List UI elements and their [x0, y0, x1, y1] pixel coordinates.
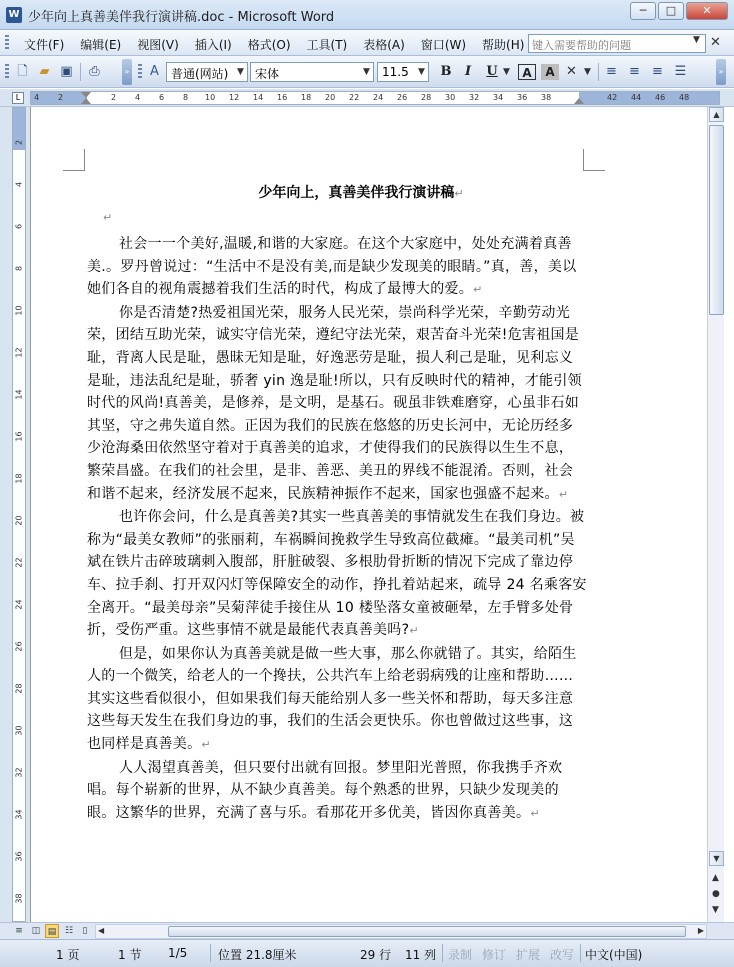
paragraph[interactable] [87, 757, 587, 826]
ruler-number: 32 [469, 93, 480, 102]
view-and-hscroll-bar [0, 922, 734, 939]
vruler-number: 18 [14, 473, 24, 484]
word-app-icon[interactable]: W [6, 7, 22, 23]
font-select[interactable]: 宋体 [250, 62, 374, 82]
menu-file[interactable]: 文件(F) [24, 38, 65, 52]
status-bar [0, 939, 734, 967]
document-page[interactable] [30, 107, 707, 922]
ruler-number: 38 [541, 93, 552, 102]
underline-dropdown-icon[interactable]: ▼ [503, 67, 510, 77]
print-layout-view-icon[interactable]: ▤ [45, 924, 59, 938]
scroll-left-button[interactable]: ◀ [98, 926, 105, 935]
paragraph-mark-icon: ↵ [454, 187, 464, 200]
italic-button[interactable]: I [464, 64, 472, 79]
align-right-icon[interactable]: ≡ [652, 64, 663, 79]
window-controls [630, 2, 728, 20]
toolbar-separator [598, 63, 599, 81]
language-indicator[interactable]: 中文(中国) [585, 948, 643, 962]
scroll-down-button[interactable]: ▼ [709, 851, 724, 866]
ruler-number: 28 [421, 93, 432, 102]
vruler-number: 22 [14, 557, 24, 568]
paragraph-text: 你是否清楚?热爱祖国光荣，服务人民光荣，崇尚科学光荣，辛勤劳动光荣，团结互助光荣，诚实守信光荣，遵纪守法光荣，艰苦奋斗光荣!危害祖国是耻，背离人民是耻，愚昧无知是耻，好逸恶劳是耻，损人利己是耻，见利忘义是耻，违法乱纪是耻，骄奢 yin 逸是耻!所以，只有反映时代的精神，才能引领时代的风尚!真善美，是修养，是文明，是基石。砚虽非铁难磨穿，心虽非石如其坚，守之弗失道自然。正因为我们的民族在悠悠的历史长河中，无论历经多少沧海桑田依然坚守着对于真善美的追求，才使得我们的民族得以生生不息，繁荣昌盛。在我们的社会里，是非、善恶、美丑的界线不能混淆。否则，社会和谐不起来，经济发展不起来，民族精神振作不起来，国家也强盛不起来。 [87, 304, 582, 502]
status-section: 1 节 [118, 948, 142, 962]
menu-view[interactable]: 视图(V) [137, 38, 179, 52]
window-title: 少年向上真善美伴我行演讲稿.doc - Microsoft Word [28, 10, 335, 25]
status-position: 位置 21.8厘米 [218, 948, 297, 962]
save-icon[interactable]: ▣ [60, 64, 73, 79]
ruler-number: 8 [183, 93, 189, 102]
paragraph[interactable] [87, 302, 587, 506]
scroll-up-button[interactable]: ▲ [709, 107, 724, 122]
ruler-number: 24 [373, 93, 384, 102]
ruler-number: 46 [655, 93, 666, 102]
vruler-number: 16 [14, 431, 24, 442]
paragraph-mark-icon: ↵ [530, 806, 540, 820]
toolbar-grip-icon[interactable] [5, 64, 9, 80]
ruler-number: 2 [58, 93, 64, 102]
print-icon[interactable]: ⎙ [89, 64, 100, 79]
paragraph[interactable] [87, 506, 587, 643]
ruler-number: 4 [135, 93, 141, 102]
reading-layout-view-icon[interactable]: ▯ [82, 926, 88, 936]
next-page-icon[interactable]: ▼ [712, 905, 719, 915]
track-changes-indicator[interactable]: 修订 [482, 948, 507, 962]
vruler-number: 20 [14, 515, 24, 526]
vruler-number: 12 [14, 347, 24, 358]
ruler-number: 20 [325, 93, 336, 102]
web-layout-view-icon[interactable]: ◫ [31, 926, 41, 936]
menu-edit[interactable]: 编辑(E) [80, 38, 122, 52]
vruler-number: 34 [14, 809, 24, 820]
record-macro-indicator[interactable]: 录制 [448, 948, 473, 962]
ruler-number: 10 [205, 93, 216, 102]
normal-view-icon[interactable]: ≡ [15, 926, 23, 936]
crop-mark-top-right [583, 149, 605, 171]
right-indent-marker[interactable] [574, 98, 584, 104]
vruler-number: 26 [14, 641, 24, 652]
paragraph-text: 但是，如果你认为真善美就是做一些大事，那么你就错了。其实，给陌生人的一个微笑，给老人的一个搀扶，公共汽车上给老弱病残的让座和帮助……其实这些看似很小，但如果我们每天能给别人多一些关怀和帮助，每天多注意这些每天发生在我们身边的事，我们的生活会更快乐。你也曾做过这些事，这也同样是真善美。 [87, 645, 577, 753]
paragraph-text: 也许你会问，什么是真善美?其实一些真善美的事情就发生在我们身边。被称为“最美女教师”的张丽莉，车祸瞬间挽救学生导致高位截瘫。“最美司机”吴斌在铁片击碎玻璃刺入腹部，肝脏破裂、多根肋骨折断的情况下完成了靠边停车、拉手刹、打开双闪灯等保障安全的动作，挣扎着站起来，疏导 24 名乘客安全离开。“最美母亲”吴菊萍徒手接住从 10 楼坠落女童被砸晕，左手臂多处骨折，受伤严重。这些事情不就是最能代表真善美吗? [87, 509, 587, 639]
char-scaling-dropdown-icon[interactable]: ▼ [584, 67, 591, 77]
horizontal-scroll-thumb[interactable] [168, 926, 686, 937]
status-line: 29 行 [360, 948, 392, 962]
status-page-of: 1/5 [168, 946, 188, 960]
paragraph[interactable] [87, 233, 587, 302]
title-bar [0, 0, 734, 30]
vruler-number: 30 [14, 725, 24, 736]
font-size-dropdown-icon[interactable]: ▼ [418, 67, 425, 77]
overtype-indicator[interactable]: 改写 [550, 948, 575, 962]
menu-tools[interactable]: 工具(T) [306, 38, 348, 52]
styles-pane-icon[interactable]: A [150, 64, 159, 79]
horizontal-ruler-row [0, 89, 734, 107]
crop-mark-top-left [63, 149, 85, 171]
style-dropdown-icon[interactable]: ▼ [237, 67, 244, 77]
vruler-number: 24 [14, 599, 24, 610]
paragraph-mark-icon: ↵ [473, 283, 483, 297]
bold-button[interactable]: B [440, 64, 452, 79]
vruler-number: 10 [14, 305, 24, 316]
paragraph-mark-icon: ↵ [201, 738, 211, 752]
character-shading-button[interactable]: A [541, 64, 559, 80]
help-dropdown-icon[interactable]: ▼ [693, 35, 700, 45]
style-select[interactable]: 普通(网站) [166, 62, 248, 82]
ruler-number: 18 [301, 93, 312, 102]
close-window-button[interactable]: ✕ [686, 2, 728, 20]
menu-help[interactable]: 帮助(H) [482, 38, 525, 52]
horizontal-ruler[interactable] [30, 91, 720, 105]
vruler-number: 32 [14, 767, 24, 778]
minimize-button[interactable]: ─ [630, 2, 656, 20]
help-search-input[interactable]: 键入需要帮助的问题 [528, 34, 706, 53]
vertical-scroll-thumb[interactable] [709, 125, 724, 315]
new-document-icon[interactable]: 🗋 [17, 64, 28, 79]
vruler-number: 38 [14, 893, 24, 904]
ruler-number: 4 [34, 93, 40, 102]
ruler-number: 14 [253, 93, 264, 102]
horizontal-scrollbar[interactable] [95, 924, 707, 939]
vruler-number: 8 [14, 265, 24, 272]
document-title [31, 182, 691, 202]
format-toolbar-overflow-button[interactable]: » [716, 59, 726, 85]
menu-insert[interactable]: 插入(I) [194, 38, 232, 52]
ruler-number: 22 [349, 93, 360, 102]
status-separator [580, 944, 581, 962]
open-folder-icon[interactable]: ▰ [39, 64, 50, 79]
format-toolbar-grip-icon[interactable] [138, 64, 142, 80]
scroll-right-button[interactable]: ▶ [697, 926, 704, 935]
paragraph-text: 人人渴望真善美，但只要付出就有回报。梦里阳光普照，你我携手齐欢唱。每个崭新的世界，从不缺少真善美。每个熟悉的世界，只缺少发现美的眼。这繁华的世界，充满了喜与乐。看那花开多优美，皆因你真善美。 [87, 759, 563, 821]
font-dropdown-icon[interactable]: ▼ [363, 67, 370, 77]
vertical-scrollbar[interactable] [707, 107, 724, 922]
paragraph-mark-icon: ↵ [103, 211, 113, 224]
close-document-button[interactable]: ✕ [710, 35, 721, 50]
ruler-number: 34 [493, 93, 504, 102]
menu-window[interactable]: 窗口(W) [420, 38, 467, 52]
paragraph-text: 社会一一个美好,温暖,和谐的大家庭。在这个大家庭中，处处充满着真善美.。罗丹曾说过：“生活中不是没有美,而是缺少发现美的眼睛。”真，善，美以她们各自的视角震撼着我们生活的时代，构成了最博大的爱。 [87, 236, 577, 298]
vruler-number: 36 [14, 851, 24, 862]
menu-grip-icon[interactable] [5, 35, 9, 51]
vertical-ruler-column [0, 107, 30, 922]
ruler-number: 44 [631, 93, 642, 102]
document-title-text: 少年向上，真善美伴我行演讲稿 [258, 185, 455, 201]
font-size-select[interactable]: 11.5 [377, 62, 429, 82]
justify-icon[interactable]: ☰ [674, 64, 687, 79]
vruler-number: 2 [14, 139, 24, 146]
ruler-number: 12 [229, 93, 240, 102]
toolbar-overflow-button[interactable]: » [122, 59, 132, 85]
paragraph-mark-icon: ↵ [409, 624, 419, 638]
ruler-number: 2 [111, 93, 117, 102]
status-separator [210, 944, 211, 962]
character-border-button[interactable]: A [518, 64, 536, 80]
menu-items [16, 35, 532, 54]
outline-view-icon[interactable]: ☷ [64, 926, 74, 936]
vruler-number: 4 [14, 181, 24, 188]
maximize-button[interactable]: □ [658, 2, 684, 20]
ruler-number: 48 [679, 93, 690, 102]
toolbar [0, 56, 734, 88]
vruler-number: 14 [14, 389, 24, 400]
ruler-number: 36 [517, 93, 528, 102]
status-page: 1 页 [56, 948, 80, 962]
hanging-indent-marker[interactable] [81, 98, 91, 104]
align-center-icon[interactable]: ≡ [629, 64, 640, 79]
ruler-number: 30 [445, 93, 456, 102]
status-column: 11 列 [405, 948, 437, 962]
extend-selection-indicator[interactable]: 扩展 [516, 948, 541, 962]
vruler-number: 6 [14, 223, 24, 230]
menu-table[interactable]: 表格(A) [363, 38, 405, 52]
underline-button[interactable]: U [486, 64, 498, 79]
status-separator [442, 944, 443, 962]
menu-format[interactable]: 格式(O) [247, 38, 291, 52]
previous-page-icon[interactable]: ▲ [712, 873, 719, 883]
paragraph[interactable] [87, 643, 587, 757]
align-left-icon[interactable]: ≡ [606, 64, 617, 79]
paragraph-mark-icon: ↵ [558, 487, 569, 501]
document-body[interactable] [87, 233, 587, 825]
vruler-number: 28 [14, 683, 24, 694]
tab-selector-icon[interactable]: L [12, 92, 24, 104]
select-browse-object-icon[interactable]: ● [712, 889, 720, 899]
menu-bar [0, 30, 734, 56]
ruler-number: 42 [607, 93, 618, 102]
ruler-number: 16 [277, 93, 288, 102]
ruler-number: 6 [159, 93, 165, 102]
right-margin-zone [579, 92, 719, 104]
toolbar-separator [80, 63, 81, 81]
vertical-ruler[interactable] [12, 107, 26, 922]
ruler-number: 26 [397, 93, 408, 102]
char-scaling-icon[interactable]: ✕ [566, 64, 577, 79]
